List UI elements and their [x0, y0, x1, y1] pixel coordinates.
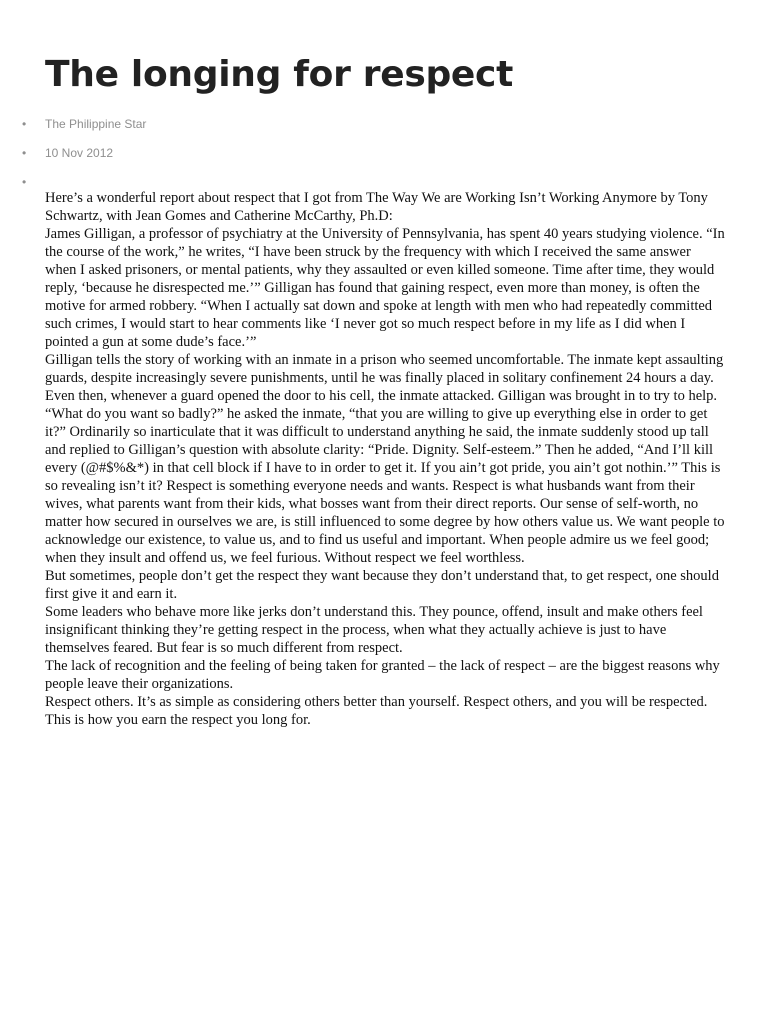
meta-item-source — [0, 112, 146, 141]
meta-item-date — [0, 141, 146, 170]
article-date: 10 Nov 2012 — [45, 146, 114, 160]
article-paragraph: Here’s a wonderful report about respect that I got from The Way We are Working Isn’t Working Anymore by Tony Schwartz, with Jean Gomes and Catherine McCarthy, Ph.D: — [45, 190, 708, 224]
bullet-icon: • — [22, 175, 27, 189]
article-title: The longing for respect — [45, 54, 513, 95]
article-paragraph: The lack of recognition and the feeling of being taken for granted – the lack of respect – are the biggest reasons why people leave their organizations. — [45, 658, 720, 692]
article-paragraph: Some leaders who behave more like jerks don’t understand this. They pounce, offend, insult and make others feel insignificant thinking they’re getting respect in the process, when what they actually achieve is just to have themselves feared. But fear is so much different from respect. — [45, 604, 703, 656]
article-paragraph: Respect others. It’s as simple as considering others better than yourself. Respect others, and you will be respected. This is how you earn the respect you long for. — [45, 694, 708, 728]
article-source: The Philippine Star — [45, 117, 147, 131]
article-body — [45, 189, 725, 729]
bullet-icon: • — [22, 117, 27, 131]
article-paragraph: But sometimes, people don’t get the respect they want because they don’t understand that, to get respect, one should first give it and earn it. — [45, 568, 719, 602]
article-paragraph: Gilligan tells the story of working with an inmate in a prison who seemed uncomfortable. The inmate kept assaulting guards, despite increasingly severe punishments, until he was finally placed in solitary confinement 24 hours a day. Even then, whenever a guard opened the door to his cell, the inmate attacked. Gilligan was brought in to try to help. “What do you want so badly?” he asked the inmate, “that you are willing to give up everything else in order to get it?” Ordinarily so inarticulate that it was difficult to understand anything he said, the inmate suddenly stood up tall and replied to Gilligan’s question with absolute clarity: “Pride. Dignity. Self-esteem.” Then he added, “And I’ll kill every (@#$%&*) in that cell block if I have to in order to get it. If you ain’t got pride, you ain’t got nothin.’” This is so revealing isn’t it? Respect is something everyone needs and wants. Respect is what husbands want from their wives, what parents want from their kids, what bosses want from their direct reports. Our sense of self-worth, no matter how secured in ourselves we are, is still influenced to some degree by how others value us. We want people to acknowledge our existence, to value us, and to find us useful and important. When people admire us we feel good; when they insult and offend us, we feel furious. Without respect we feel worthless. — [45, 352, 725, 566]
article-paragraph: James Gilligan, a professor of psychiatry at the University of Pennsylvania, has spent 40 years studying violence. “In the course of the work,” he writes, “I have been struck by the frequency with which I received the same answer when I asked prisoners, or mental patients, why they assaulted or even killed someone. Time after time, they would reply, ‘because he disrespected me.’” Gilligan has found that gaining respect, even more than money, is often the motive for armed robbery. “When I actually sat down and spoke at length with men who had repeatedly committed such crimes, I would start to hear comments like ‘I never got so much respect before in my life as I did when I pointed a gun at some dude’s face.’” — [45, 226, 725, 350]
article-meta-list — [0, 112, 146, 199]
bullet-icon: • — [22, 146, 27, 160]
